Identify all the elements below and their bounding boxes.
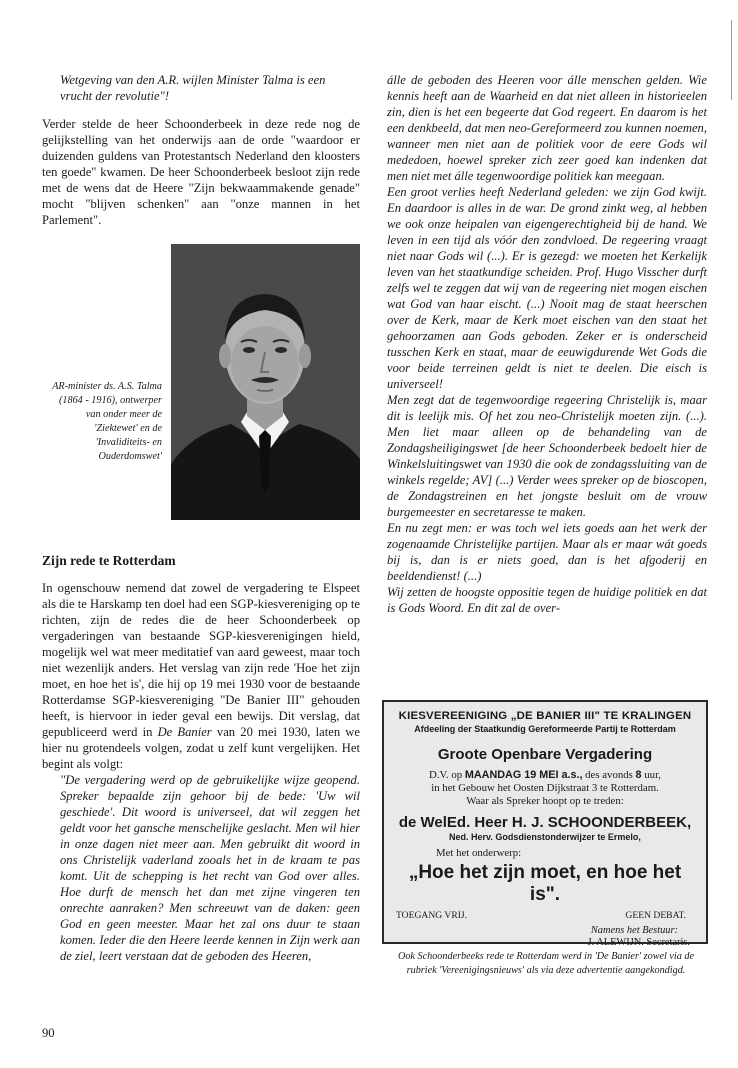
quote-intro: Wetgeving van den A.R. wijlen Minister Talma is een vrucht der revolutie"!	[60, 73, 326, 103]
ad-no-debate: GEEN DEBAT.	[625, 910, 686, 921]
right-column-quote	[387, 72, 707, 616]
portrait-photo	[171, 244, 360, 520]
right-paragraph-5: Wij zetten de hoogste oppositie tegen de huidige politiek en dat is Gods Woord. En dit zal de over-	[387, 585, 707, 615]
ad-access-row	[392, 910, 698, 921]
photo-caption: AR-minister ds. A.S. Talma (1864 - 1916), ontwerper van onder meer de 'Ziektewet' en de 'Invaliditeits- en Ouderdomswet'	[52, 381, 162, 462]
paragraph-rotterdam: In ogenschouw nemend dat zowel de vergadering te Elspeet als die te Harskamp ten doel had een SGP-kiesvereniging op te richten, zijn de redes die de heer Schoonderbeek op vergaderingen van bestaande SGP-kiesverenigingen hield, mogelijk wel wat meer meditatief van aard geweest, maar toch niet wezenlijk anders. Het verslag van zijn rede 'Hoe het zijn moet, en hoe het is', die hij op 19 mei 1930 voor de bestaande Rotterdamse SGP-kiesvereniging "De Banier III" gehouden heeft, is hiervoor in ieder geval een bewijs. Dit verslag, dat gepubliceerd werd in De Banier van 20 mei 1930, laten we hier nu grotendeels volgen, zodat u zelf kunt vergelijken. Het begint als volgt:	[42, 581, 360, 771]
right-paragraph-1: álle de geboden des Heeren voor álle menschen gelden. Wie kennis heeft aan de Waarheid en dat niet alleen in historieelen zin, dien is het een begeerte dat God regeert. En daarom is het een denkbeeld, dat men neo-Gereformeerd zou kunnen noemen, wanneer men niet aan de politiek voor de eere Gods wil mededoen, hoewel spreker zich zeer goed kan indenken dat men niet met álle tegenwoordige politiek kan meegaan.	[387, 73, 707, 183]
right-paragraph-2: Een groot verlies heeft Nederland geleden: we zijn God kwijt. En daardoor is alles in de war. De grond zinkt weg, al hebben we ook onze heipalen van eigengerechtigheid bij de hand. We leven in een tijd als vóór den zondvloed. De regeering vraagt niet naar Gods wil (...). Er is gezegd: we moeten het Kerkelijk leven van het staatkundige scheiden. Prof. Hugo Visscher durft zelfs wel te zeggen dat wij van de regeering niet mogen eischen wat God van haar eischt. (...) Nooit mag de staat heerschen over de Kerk, maar de Kerk moet eischen van den staat het gehoorzamen aan Gods geboden. Zeker er is onderscheid tusschen Kerk en staat, maar de eeuwigdurende Wet Gods die voor beide terreinen geldt is niet te deelen. Die eisch is universeel!	[387, 185, 707, 391]
ad-topic-title: „Hoe het zijn moet, en hoe het is".	[408, 862, 682, 905]
ad-signature-label: Namens het Bestuur:	[590, 925, 678, 936]
page-edge-line	[731, 20, 732, 100]
newspaper-advertisement	[382, 700, 708, 948]
ad-signature-name: J. ALEWIJN. Secretaris.	[587, 937, 690, 948]
ad-free-entry: TOEGANG VRIJ.	[396, 910, 468, 921]
advertisement-caption: Ook Schoonderbeeks rede te Rotterdam werd in 'De Banier' zowel via de rubriek 'Vereenigingsnieuws' als via deze advertentie aangekondigd.	[397, 951, 695, 976]
photo-block	[42, 244, 360, 529]
portrait-illustration	[171, 244, 360, 520]
right-paragraph-3: Men zegt dat de tegenwoordige regeering Christelijk is, maar dit is leelijk mis. Of het zou neo-Christelijk moeten zijn. (...). Men liet maar alleen op de behandeling van de Zondagsheiligingswet [de heer Schoonderbeek bedoelt hier de Winkelsluitingswet van 1930 die ook de zondagssluiting van de winkels regelde; AV] (...) Verder wees spreker op de bioscopen, de Zondagstreinen en het jongste besluit om de vrouw burgemeester en secretaresse te maken.	[387, 393, 707, 519]
left-column-bottom	[42, 580, 360, 964]
page-number: 90	[42, 1026, 55, 1040]
ad-meeting-details: D.V. op MAANDAG 19 MEI a.s., des avonds 8 uur, in het Gebouw het Oosten Dijkstraat 3 te Rotterdam. Waar als Spreker hoopt op te treden:	[429, 769, 661, 807]
ad-party-branch: Afdeeling der Staatkundig Gereformeerde Partij te Rotterdam	[414, 724, 676, 734]
right-paragraph-4: En nu zegt men: er was toch wel iets goeds aan het werk der zogenaamde Christelijke partijen. Maar als er maar wát goeds bij is, dan is er niets goed, dan is het afgoderij en beeldendienst! (...)	[387, 521, 707, 583]
quote-block-start: "De vergadering werd op de gebruikelijke wijze geopend. Spreker bepaalde zijn gehoor bij de bede: 'Uw wil geschiede'. Dit woord is universeel, dat wil zeggen het geldt voor het gansche menschelijke geslacht. Men wil hier in onze dagen niet meer aan. Men gebruikt dit woord in ons Christelijk vaderland zooals het in de kraam te pas komt. Uit de schepping is het recht van God over alles. Hoe durft de mensch het dan met zijne vingeren ten onrechte aanraken? Men schreeuwt van de daken: geen God en geen meester. Maar het zal ons duur te staan komen. Ieder die den Heere leerde kennen in Zijn werk aan de ziel, leert verstaan dat de geboden des Heeren,	[60, 773, 360, 963]
ad-meeting-title: Groote Openbare Vergadering	[437, 746, 653, 763]
ad-speaker-name: de WelEd. Heer H. J. SCHOONDERBEEK,	[398, 814, 692, 831]
ad-speaker-role: Ned. Herv. Godsdienstonderwijzer te Ermelo,	[449, 832, 641, 842]
paragraph-talma: Verder stelde de heer Schoonderbeek in deze rede nog de gelijkstelling van het onderwijs aan de orde "waardoor er duizenden guldens van Protestantsch Nederland den kloosters ten goede" kwamen. De heer Schoonderbeek besloot zijn rede met de wens dat de Heere "Zijn bekwaammakende genade" mocht "blijven schenken" aan "onze mannen in het Parlement".	[42, 117, 360, 227]
section-heading: Zijn rede te Rotterdam	[42, 553, 176, 568]
ad-association-name: KIESVEREENIGING „DE BANIER III" TE KRALINGEN	[398, 710, 692, 722]
left-column-top	[42, 72, 360, 228]
ad-topic-label: Met het onderwerp:	[436, 847, 522, 859]
